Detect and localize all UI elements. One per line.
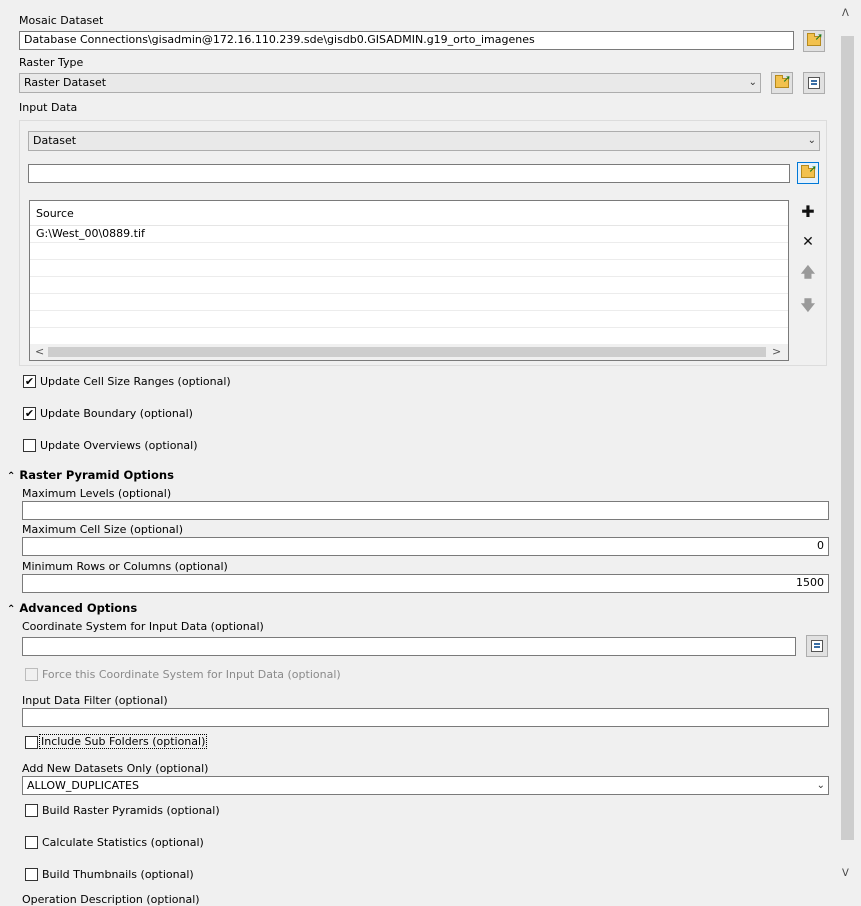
add-new-value: ALLOW_DUPLICATES xyxy=(27,779,139,792)
scroll-down-icon[interactable]: ᐯ xyxy=(842,868,849,879)
vertical-scroll-thumb[interactable] xyxy=(841,36,854,840)
pyramid-section-title: Raster Pyramid Options xyxy=(19,468,174,482)
table-row[interactable] xyxy=(30,225,788,243)
table-row[interactable] xyxy=(30,242,788,260)
table-row[interactable] xyxy=(30,259,788,277)
mosaic-dataset-label: Mosaic Dataset xyxy=(19,14,104,27)
input-data-label: Input Data xyxy=(19,101,78,114)
max-cell-size-input[interactable]: 0 xyxy=(22,537,829,556)
add-new-select[interactable] xyxy=(22,776,829,795)
scroll-left-icon[interactable]: < xyxy=(35,345,45,358)
advanced-section-title: Advanced Options xyxy=(19,601,138,615)
update-boundary-checkbox[interactable]: ✔ xyxy=(24,407,35,420)
input-data-type-value: Dataset xyxy=(33,134,77,147)
build-pyramids-checkbox[interactable] xyxy=(25,804,38,817)
chevron-down-icon: ⌄ xyxy=(816,780,825,791)
update-overviews-label: Update Overviews (optional) xyxy=(40,439,198,452)
input-filter-input[interactable] xyxy=(22,708,829,727)
raster-type-properties-button[interactable] xyxy=(803,72,825,94)
update-cell-size-checkbox[interactable]: ✔ xyxy=(24,375,35,388)
collapse-icon: ⌃ xyxy=(7,471,16,482)
min-rows-cols-label: Minimum Rows or Columns (optional) xyxy=(22,560,228,573)
update-overviews-checkbox[interactable] xyxy=(23,439,36,452)
include-sub-checkbox[interactable] xyxy=(25,736,38,749)
coord-system-input[interactable] xyxy=(22,637,796,656)
horizontal-scrollbar[interactable] xyxy=(30,344,788,360)
pyramid-section-header[interactable] xyxy=(7,468,174,482)
mosaic-dataset-input[interactable]: Database Connections\gisadmin@172.16.110.239.sde\gisdb0.GISADMIN.g19_orto_imagenes xyxy=(19,31,794,50)
chevron-down-icon: ⌄ xyxy=(807,135,816,146)
collapse-icon: ⌃ xyxy=(7,604,16,615)
scroll-up-icon[interactable]: ᐱ xyxy=(842,8,849,19)
op-desc-label: Operation Description (optional) xyxy=(22,893,200,906)
table-row[interactable] xyxy=(30,293,788,311)
build-thumbs-label: Build Thumbnails (optional) xyxy=(42,868,194,881)
input-data-path-input[interactable] xyxy=(28,164,790,183)
table-cell: G:\West_00\0889.tif xyxy=(36,227,145,240)
include-sub-label: Include Sub Folders (optional) xyxy=(41,735,206,748)
browse-input-data-button[interactable] xyxy=(797,162,819,184)
force-coord-label: Force this Coordinate System for Input Data (optional) xyxy=(42,668,341,681)
raster-type-label: Raster Type xyxy=(19,56,84,69)
open-arrow-icon: ➚ xyxy=(808,164,817,175)
advanced-section-header[interactable] xyxy=(7,601,137,615)
min-rows-cols-input[interactable]: 1500 xyxy=(22,574,829,593)
remove-icon[interactable]: ✕ xyxy=(802,234,814,250)
open-arrow-icon: ➚ xyxy=(782,74,791,85)
raster-type-select[interactable] xyxy=(19,73,761,93)
source-table-header xyxy=(30,201,788,226)
move-down-icon[interactable]: 🡇 xyxy=(800,298,816,314)
browse-mosaic-button[interactable] xyxy=(803,30,825,52)
max-levels-label: Maximum Levels (optional) xyxy=(22,487,172,500)
update-boundary-label: Update Boundary (optional) xyxy=(40,407,193,420)
input-filter-label: Input Data Filter (optional) xyxy=(22,694,168,707)
calc-stats-checkbox[interactable] xyxy=(25,836,38,849)
properties-icon xyxy=(808,77,820,89)
source-table xyxy=(29,200,789,361)
chevron-down-icon: ⌄ xyxy=(748,77,757,88)
input-data-type-select[interactable] xyxy=(28,131,820,151)
open-arrow-icon: ➚ xyxy=(814,32,823,43)
browse-raster-type-button[interactable] xyxy=(771,72,793,94)
raster-type-value: Raster Dataset xyxy=(24,76,107,89)
move-up-icon[interactable]: 🡅 xyxy=(800,265,816,281)
vertical-scrollbar[interactable] xyxy=(839,0,856,901)
build-thumbs-checkbox[interactable] xyxy=(25,868,38,881)
source-column-header: Source xyxy=(36,207,74,220)
coord-system-properties-button[interactable] xyxy=(806,635,828,657)
calc-stats-label: Calculate Statistics (optional) xyxy=(42,836,204,849)
add-icon[interactable]: ✚ xyxy=(801,202,815,221)
properties-icon xyxy=(811,640,823,652)
scroll-right-icon[interactable]: > xyxy=(772,345,782,358)
coord-system-label: Coordinate System for Input Data (optional) xyxy=(22,620,264,633)
table-row[interactable] xyxy=(30,276,788,294)
max-levels-input[interactable] xyxy=(22,501,829,520)
update-cell-size-label: Update Cell Size Ranges (optional) xyxy=(40,375,231,388)
horizontal-scroll-thumb[interactable] xyxy=(48,347,766,357)
force-coord-checkbox[interactable] xyxy=(25,668,38,681)
build-pyramids-label: Build Raster Pyramids (optional) xyxy=(42,804,220,817)
table-row[interactable] xyxy=(30,310,788,328)
add-new-label: Add New Datasets Only (optional) xyxy=(22,762,209,775)
max-cell-size-label: Maximum Cell Size (optional) xyxy=(22,523,183,536)
